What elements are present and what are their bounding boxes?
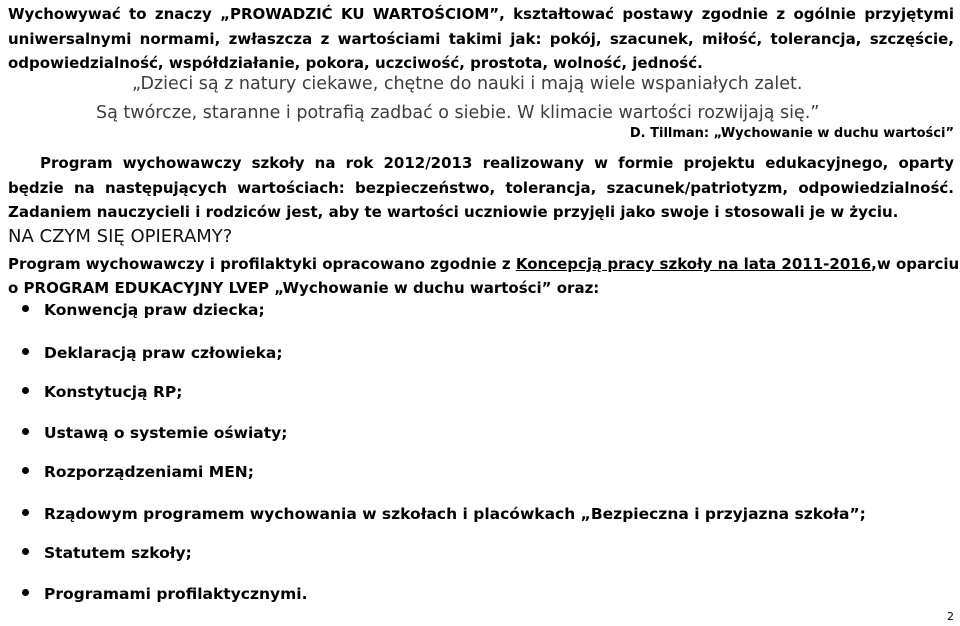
list-item-label: Konstytucją RP; bbox=[44, 383, 183, 401]
section-heading: NA CZYM SIĘ OPIERAMY? bbox=[8, 226, 233, 247]
list-item-label: Ustawą o systemie oświaty; bbox=[44, 424, 288, 442]
bullet-icon bbox=[22, 387, 29, 394]
list-item-label: Programami profilaktycznymi. bbox=[44, 585, 308, 603]
program-line-1: Program wychowawczy szkoły na rok 2012/2013 realizowany w formie projektu edukacyjnego, oparty bbox=[40, 154, 954, 172]
quote-line-1: „Dzieci są z natury ciekawe, chętne do nauki i mają wiele wspaniałych zalet. bbox=[132, 74, 803, 94]
list-item bbox=[22, 584, 308, 604]
intro-line-2: uniwersalnymi normami, zwłaszcza z wartościami takimi jak: pokój, szacunek, miłość, tolerancja, szczęście, bbox=[8, 30, 954, 48]
basis-line-1 bbox=[8, 254, 960, 274]
koncepcja-reference: Koncepcją pracy szkoły na lata 2011-2016 bbox=[515, 255, 872, 273]
list-item bbox=[22, 462, 254, 482]
list-item-label: Deklaracją praw człowieka; bbox=[44, 344, 283, 362]
page-number: 2 bbox=[947, 610, 954, 623]
program-line-3: Zadaniem nauczycieli i rodziców jest, aby te wartości uczniowie przyjęli jako swoje i stosowali je w życiu. bbox=[8, 203, 899, 221]
bullet-icon bbox=[22, 509, 29, 516]
list-item bbox=[22, 300, 265, 320]
bullet-icon bbox=[22, 305, 29, 312]
bullet-icon bbox=[22, 348, 29, 355]
bullet-icon bbox=[22, 428, 29, 435]
intro-line-3: odpowiedzialność, współdziałanie, pokora, uczciwość, prostota, wolność, jedność. bbox=[8, 54, 703, 72]
list-item bbox=[22, 543, 192, 563]
list-item bbox=[22, 504, 866, 524]
list-item bbox=[22, 382, 182, 402]
bullet-icon bbox=[22, 589, 29, 596]
list-item-label: Statutem szkoły; bbox=[44, 544, 192, 562]
quote-author: D. Tillman: „Wychowanie w duchu wartości” bbox=[629, 126, 954, 141]
quote-line-2: Są twórcze, staranne i potrafią zadbać o siebie. W klimacie wartości rozwijają się.” bbox=[96, 103, 820, 123]
list-item-label: Rozporządzeniami MEN; bbox=[44, 463, 254, 481]
intro-line-1: Wychowywać to znaczy „PROWADZIĆ KU WARTOŚCIOM”, kształtować postawy zgodnie z ogólnie przyjętymi bbox=[8, 5, 954, 23]
basis-line-1-pre: Program wychowawczy i profilaktyki opracowano zgodnie z bbox=[8, 255, 516, 273]
basis-line-2: o PROGRAM EDUKACYJNY LVEP „Wychowanie w duchu wartości” oraz: bbox=[8, 279, 600, 297]
list-item bbox=[22, 423, 287, 443]
bullet-icon bbox=[22, 548, 29, 555]
bullet-icon bbox=[22, 467, 29, 474]
list-item-label: Konwencją praw dziecka; bbox=[44, 301, 265, 319]
list-item bbox=[22, 343, 283, 363]
basis-line-1-post: ,w oparciu bbox=[871, 255, 960, 273]
program-line-2: będzie na następujących wartościach: bezpieczeństwo, tolerancja, szacunek/patriotyzm, odpowiedzialność. bbox=[8, 179, 954, 197]
list-item-label: Rządowym programem wychowania w szkołach i placówkach „Bezpieczna i przyjazna szkoła”; bbox=[44, 505, 866, 523]
